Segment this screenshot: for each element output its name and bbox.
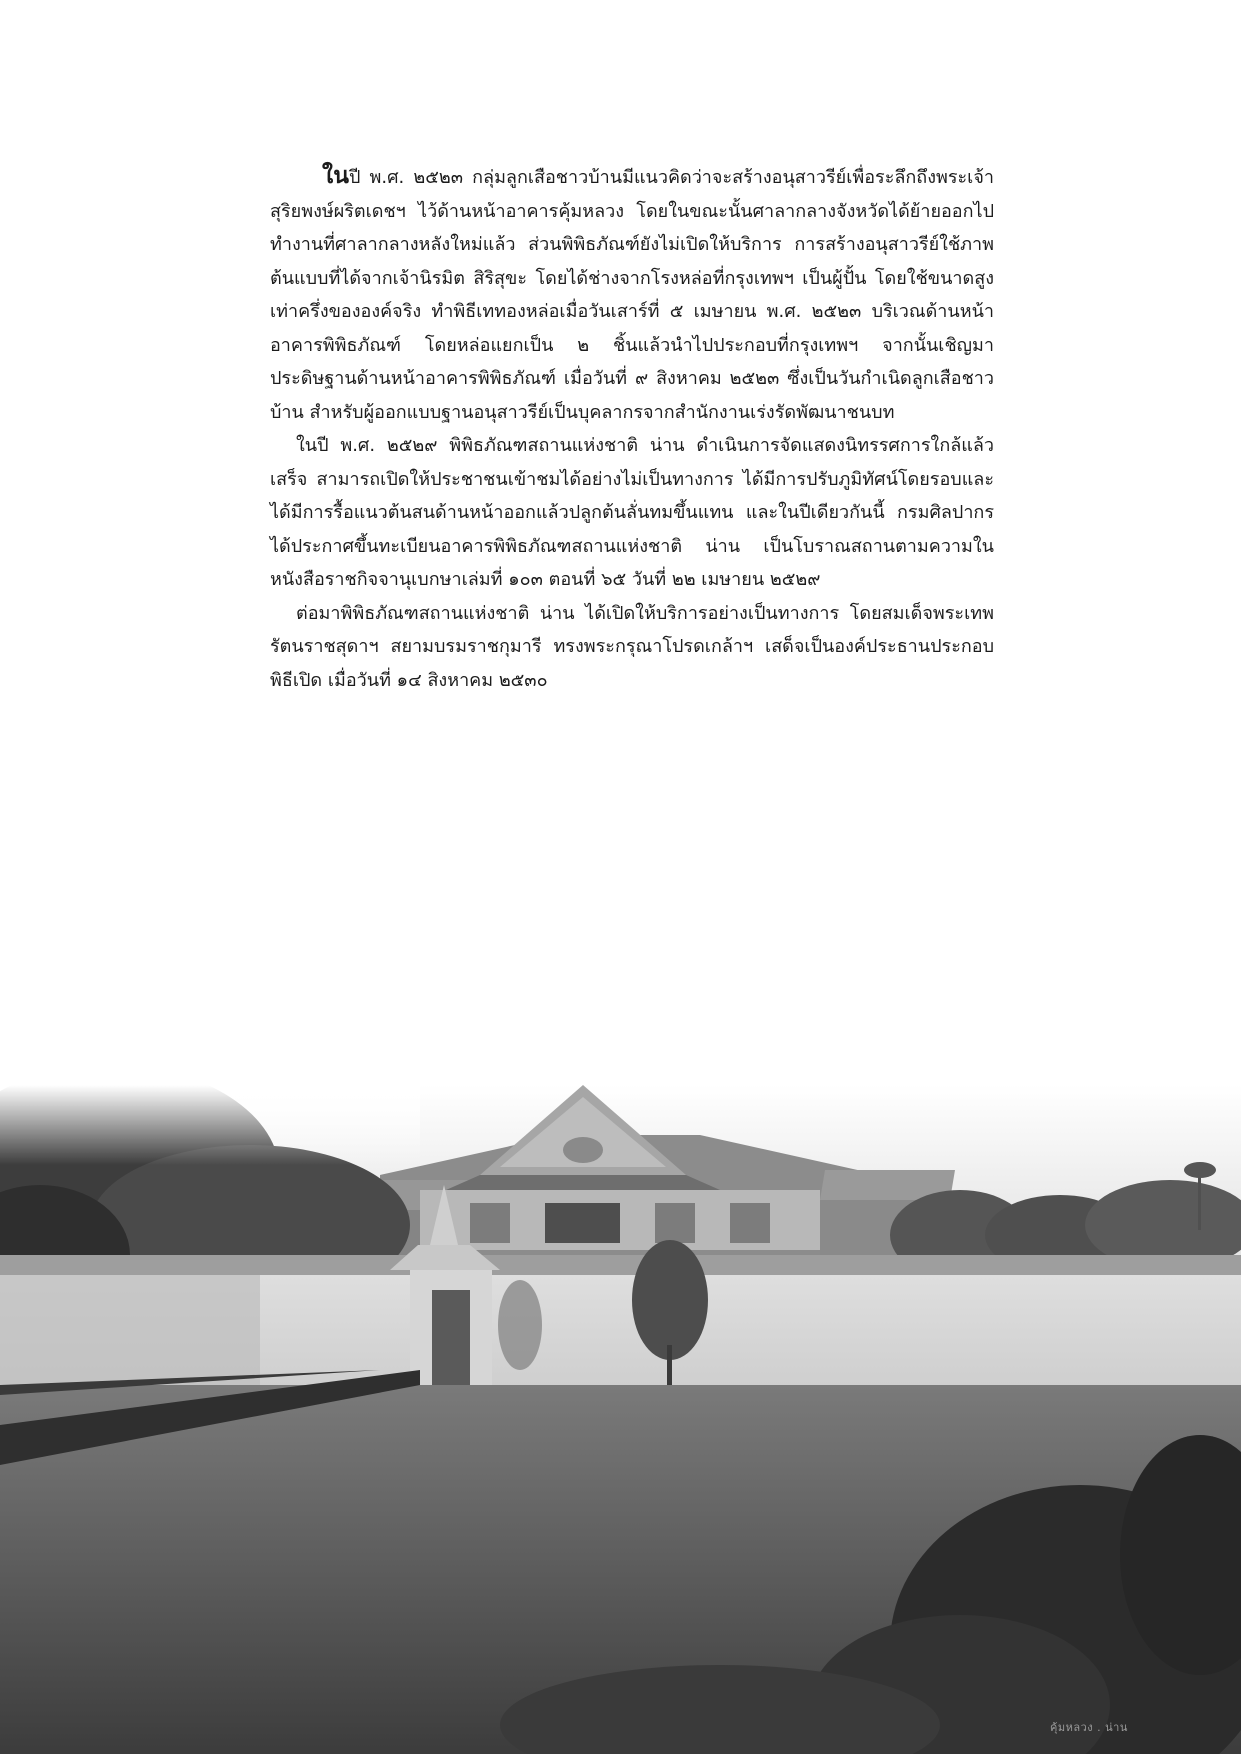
paragraph-2: ในปี พ.ศ. ๒๕๒๙ พิพิธภัณฑสถานแห่งชาติ น่าน ดำเนินการจัดแสดงนิทรรศการใกล้แล้วเสร็จ สามารถเปิดให้ประชาชนเข้าชมได้อย่างไม่เป็นทางการ ได้มีการปรับภูมิทัศน์โดยรอบและได้มีการรื้อแนวต้นสนด้านหน้าออกแล้วปลูกต้นลั่นทมขึ้นแทน และในปีเดียวกันนี้ กรมศิลปากรได้ประกาศขึ้นทะเบียนอาคารพิพิธภัณฑสถานแห่งชาติ น่าน เป็นโบราณสถานตามความในหนังสือราชกิจจานุเบกษาเล่มที่ ๑๐๓ ตอนที่ ๖๕ วันที่ ๒๒ เมษายน ๒๕๒๙	[270, 435, 994, 590]
museum-photo	[0, 1085, 1241, 1754]
article-body	[270, 160, 994, 697]
paragraph-3: ต่อมาพิพิธภัณฑสถานแห่งชาติ น่าน ได้เปิดให้บริการอย่างเป็นทางการ โดยสมเด็จพระเทพรัตนราชสุดาฯ สยามบรมราชกุมารี ทรงพระกรุณาโปรดเกล้าฯ เสด็จเป็นองค์ประธานประกอบพิธีเปิด เมื่อวันที่ ๑๔ สิงหาคม ๒๕๓๐	[270, 602, 994, 691]
lead-word: ใน	[322, 163, 349, 189]
paragraph-1-text: ปี พ.ศ. ๒๕๒๓ กลุ่มลูกเสือชาวบ้านมีแนวคิดว่าจะสร้างอนุสาวรีย์เพื่อระลึกถึงพระเจ้าสุริยพงษ์ผริตเดชฯ ไว้ด้านหน้าอาคารคุ้มหลวง โดยในขณะนั้นศาลากลางจังหวัดได้ย้ายออกไปทำงานที่ศาลากลางหลังใหม่แล้ว ส่วนพิพิธภัณฑ์ยังไม่เปิดให้บริการ การสร้างอนุสาวรีย์ใช้ภาพต้นแบบที่ได้จากเจ้านิรมิต สิริสุขะ โดยได้ช่างจากโรงหล่อที่กรุงเทพฯ เป็นผู้ปั้น โดยใช้ขนาดสูงเท่าครึ่งขององค์จริง ทำพิธีเททองหล่อเมื่อวันเสาร์ที่ ๕ เมษายน พ.ศ. ๒๕๒๓ บริเวณด้านหน้าอาคารพิพิธภัณฑ์ โดยหล่อแยกเป็น ๒ ชิ้นแล้วนำไปประกอบที่กรุงเทพฯ จากนั้นเชิญมาประดิษฐานด้านหน้าอาคารพิพิธภัณฑ์ เมื่อวันที่ ๙ สิงหาคม ๒๕๒๓ ซึ่งเป็นวันกำเนิดลูกเสือชาวบ้าน สำหรับผู้ออกแบบฐานอนุสาวรีย์เป็นบุคลากรจากสำนักงานเร่งรัดพัฒนาชนบท	[270, 167, 994, 423]
footer-mark: คุ้มหลวง . น่าน	[1050, 1721, 1128, 1734]
paragraph-1	[270, 160, 994, 429]
